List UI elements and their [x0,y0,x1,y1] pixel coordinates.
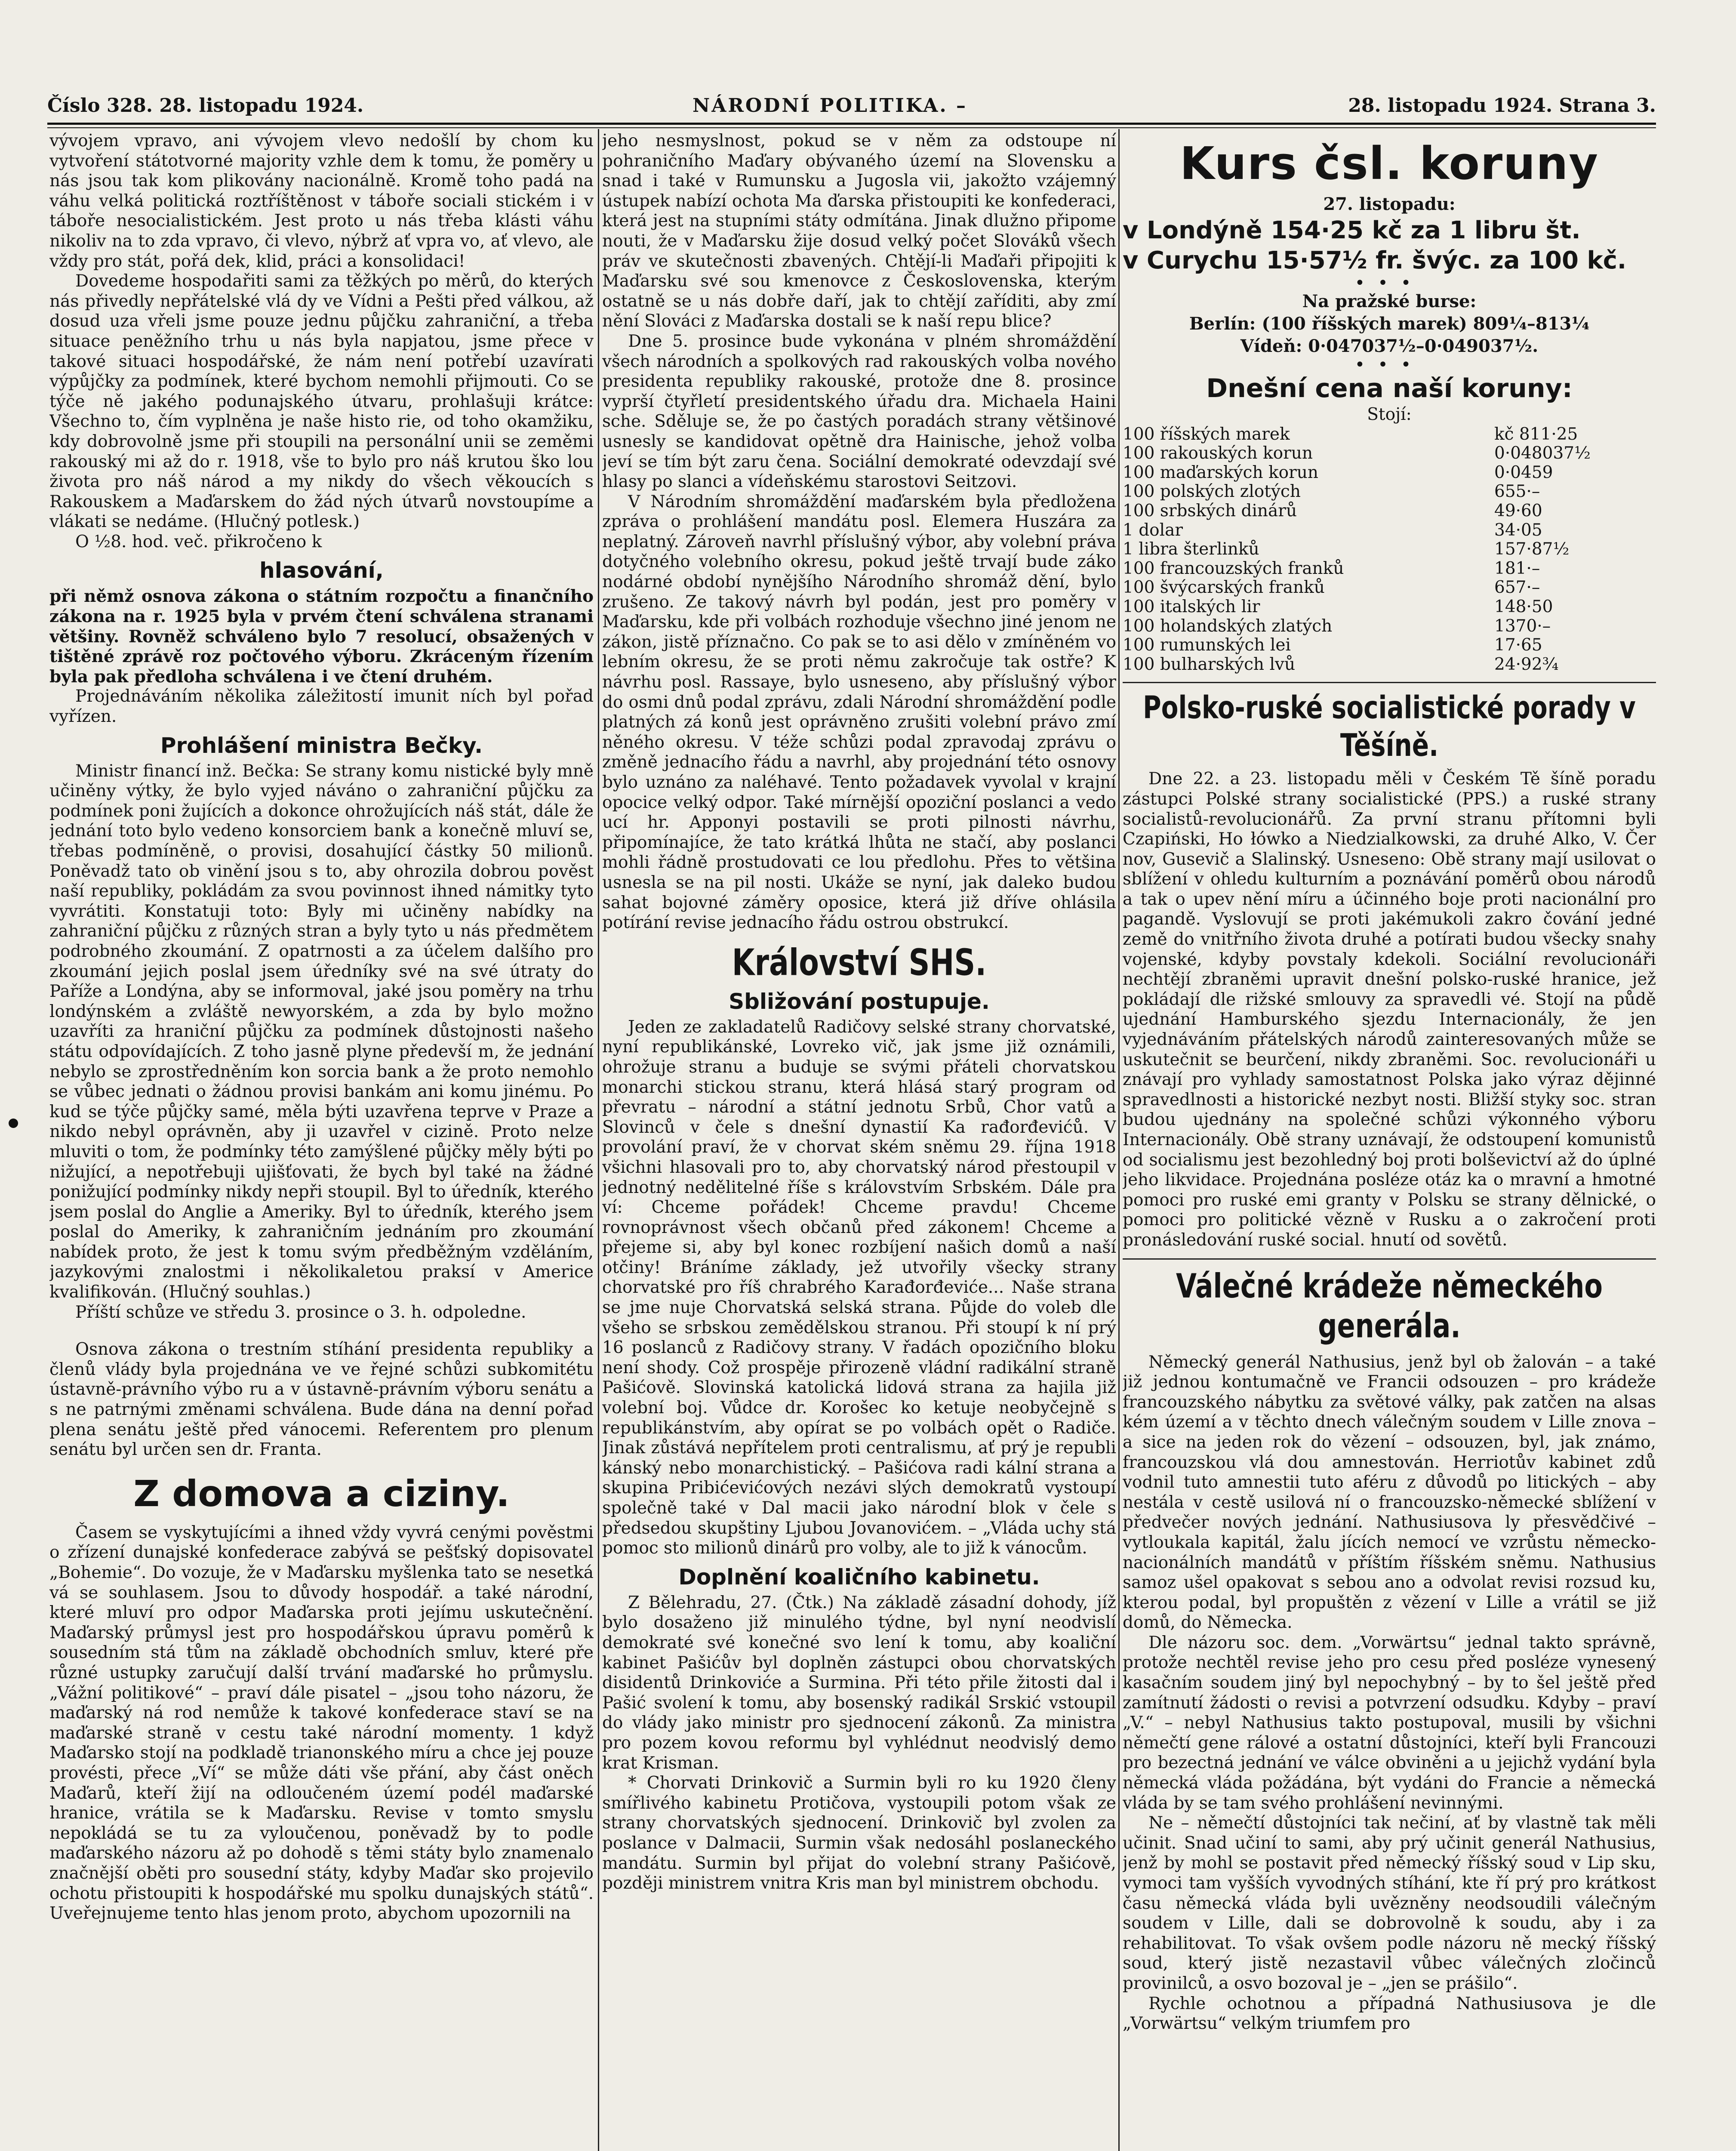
rate-label: 1 dolar [1123,520,1183,540]
column-1 [49,131,594,2151]
rate-label: 100 francouzských franků [1123,558,1344,578]
rate-value: 157·87½ [1494,539,1570,559]
column-2 [602,131,1116,2151]
rate-row [1123,502,1656,521]
section-subheading: Sbližování postupuje. [729,989,990,1014]
rates-table [1123,425,1656,675]
rate-berlin: Berlín: (100 říšských marek) 809¼–813¼ [1189,314,1590,334]
koruna-price-title: Dnešní cena naší koruny: [1206,373,1573,404]
rate-label: 100 švýcarských franků [1123,578,1325,598]
article-paragraph: vývojem vpravo, ani vývojem vlevo nedošlí by chom ku vytvoření státotvorné majority vzhle dem k tomu, že poměry u nás jsou tak kom plikovány nacionálně. Kromě toho padá na váhu velká politická roztříštěnost v táboře sociali stickém i v táboře nesocialistickém. Jest proto u nás třeba klásti váhu nikoliv na to zda vpravo, či vlevo, nýbrž ať vpra vo, ať vlevo, ale vždy pro stát, pořá dek, klid, práci a konsolidaci! [49,131,594,271]
section-title: Válečné krádeže německého generála. [1176,1266,1603,1345]
rate-label: 100 srbských dinárů [1123,501,1297,521]
section-heading: hlasování, [259,558,384,583]
rate-row [1123,540,1656,559]
article-paragraph: Německý generál Nathusius, jenž byl ob žalován – a také již jednou kontumačně ve Francii odsouzen – pro krádeže francouzského nábytku za světové války, pak zatčen na alsas kém území a v těchto dnech válečným soudem v Lille znova – a sice na jeden rok do vězení – odsouzen, byl, jak známo, francouzskou vlá dou amnestován. Herriotův kabinet zdů vodnil tuto amnestii tuto aféru z důvodů po litických – aby nestála v cestě usilová ní o francouzsko-německé sblížení v předvečer nových jednání. Nathusiusova ly přesvědčivé – vytloukala kapitál, žalu jících nemocí ve vzrůstu německo-nacionálních mandátů v příštím říšském sněmu. Nathusius samoz ušel opakovat s sebou ano a odvolat revisi rozsud ku, kterou podal, byl propuštěn z vězení v Lille a vrátil se již domů, do Německa. [1123,1352,1656,1633]
page-header [47,90,1656,125]
rate-row [1123,444,1656,463]
rate-label: 100 bulharských lvů [1123,654,1296,674]
separator-dots: ••• [1354,355,1424,375]
rate-london: v Londýně 154·25 kč za 1 libru št. [1123,216,1581,244]
margin-punch-mark [9,1119,18,1128]
rate-row [1123,521,1656,540]
rate-label: 100 maďarských korun [1123,462,1318,482]
article-paragraph: jeho nesmyslnost, pokud se v něm za odstoupe ní pohraničního Maďary obývaného území na Slovensku a snad i také v Rumunsku a Jugosla vii, jakožto vzájemný ústupek nabízí ochota Ma ďarska přistoupiti ke konfederaci, která jest na stupními státy odmítána. Jinak dlužno připome nouti, že v Maďarsku žije dosud velký počet Slováků všech práv ve skutečnosti zbavených. Chtějí-li Maďaři připojiti k Maďarsku své sou kmenovce z Československa, kterým ostatně se u nás dobře daří, jak to chtějí zaříditi, aby zmí nění Slováci z Maďarska dostali se k naší repu blice? [602,131,1116,331]
rate-label: 100 říšských marek [1123,424,1290,444]
koruna-price-subtitle: Stojí: [1367,405,1412,424]
header-rule [47,123,1656,125]
rate-row [1123,578,1656,598]
article-paragraph: Ministr financí inž. Bečka: Se strany komu nistické byly mně učiněny výtky, že bylo vyjed náváno o zahraniční půjčku za podmínek poni žujících a dokonce ohrožujících náš stát, dále že jednání toto bylo vedeno konsorciem bank a konečně mluví se, třebas podmíněně, o provisi, dosahující částky 50 milionů. Poněvadž tato ob vinění jsou s to, aby ohrozila dobrou pověst naší republiky, pokládám za svou povinnost ihned námitky tyto vyvrátiti. Konstatuji toto: Byly mi učiněny nabídky na zahraniční půjčku z různých stran a byly tyto u nás předmětem podrobného zkoumání. Z opatrnosti a za účelem dalšího pro zkoumání jejich poslal jsem úředníky své na své útraty do Paříže a Londýna, aby se informoval, jaké jsou poměry na trhu londýnském a zvláště newyorském, a zda by bylo možno uzavříti za hraniční půjčku za podmínek důstojnosti našeho státu odpovídajících. Z toho jasně plyne předevší m, že jednání nebylo se zprostředněním kon sorcia bank a že proto nemohlo se vůbec jednati o žádnou provisi bankám ani komu jinému. Po kud se týče půjčky samé, měla býti uzavřena teprve v Praze a nikdo nebyl oprávněn, aby ji uzavřel v cizině. Proto nelze mluviti o tom, že podmínky této zamýšlené půjčky měly býti po nižující, a nepotřebuji ujišťovati, že bych byl také na žádné ponižující podmínky nikdy nepři stoupil. Byl to úředník, kterého jsem poslal do Anglie a Ameriky. Byl to úředník, kterého jsem poslal do Ameriky, k zahraničním jednáním pro zkoumání nabídek proto, že jest k tomu svým předběžným vzděláním, jazykovými znalostmi i několikaletou praksí v Americe kvalifikován. (Hlučný souhlas.) [49,761,594,1302]
rate-value: 49·60 [1494,501,1542,521]
article-paragraph: Osnova zákona o trestním stíhání presidenta republiky a členů vlády byla projednána ve ve řejné schůzi subkomitétu ústavně-právního výbo ru a v ústavně-právním výboru senátu a s ne patrnými změnami schválena. Bude dána na denní pořad plena senátu ještě před vánocemi. Referentem pro plenum senátu byl určen sen dr. Franta. [49,1340,594,1460]
article-paragraph: Jeden ze zakladatelů Radičovy selské strany chorvatské, nyní republikánské, Lovreko vič, jak jsme již oznámili, ohrožuje stranu a buduje se svými přáteli chorvatskou monarchi stickou stranu, která hlásá starý program od převratu – národní a státní jednotu Srbů, Chor vatů a Slovinců v čele s dnešní dynastií Ka rađorđevićů. V provolání praví, že v chorvat ském sněmu 29. října 1918 všichni hlasovali pro to, aby chorvatský národ přestoupil v jednotný nedělitelné říše s královstvím Srbském. Dále pra ví: Chceme pořádek! Chceme pravdu! Chceme rovnoprávnost všech občanů před zákonem! Chceme a přejeme si, aby byl konec rozbíjení našich domů a naší otčiny! Bráníme základy, jež utvořily všecky strany chorvatské pro říš chrabrého Karađorđeviće... Naše strana se jme nuje Chorvatská selská strana. Půjde do voleb dle všeho se srbskou zemědělskou stranou. Při stoupí k ní prý 16 poslanců z Radičovy strany. V řadách opozičního bloku není shody. Což prospěje přirozeně vládní radikální straně Pašićově. Slovinská katolická lidová strana za hajila již volební boj. Vůdce dr. Korošec ko ketuje neobyčejně s republikánstvím, aby opírat se po volbách opět o Radiče. Jinak zůstává nepřítelem proti centralismu, ať prý je republi kánský nebo monarchistický. – Pašićova radi kální strana a skupina Pribićevićových nezávi slých demokratů vystoupí společně také v Dal macii jako národní blok v čele s předsedou skupštiny Ljubou Jovanovićem. – „Vláda uchy stá pomoc sto milionů dinárů pro volby, ale to již k vánocům. [602,1017,1116,1558]
header-issue: Číslo 328. 28. listopadu 1924. [47,95,364,117]
rate-value: 24·92¾ [1494,654,1559,674]
article-paragraph: Příští schůze ve středu 3. prosince o 3. h. odpoledne. [75,1302,526,1322]
rate-value: 148·50 [1494,597,1553,616]
rate-value: 657·– [1494,578,1540,598]
section-title: Polsko-ruské socialistické porady v Těšíně. [1143,689,1636,764]
rate-row [1123,482,1656,502]
rate-row [1123,463,1656,483]
article-paragraph: Projednáváním několika záležitostí imunit ních byl pořad vyřízen. [49,687,594,727]
rate-label: 100 italských lir [1123,597,1260,616]
rate-row [1123,636,1656,655]
section-title: Z domova a ciziny. [133,1472,510,1515]
section-heading: Doplnění koaličního kabinetu. [678,1564,1040,1590]
article-paragraph: Rychle ochotnou a případná Nathusiusova je dle „Vorwärtsu“ velkým triumfem pro [1123,1994,1656,2034]
article-paragraph: Ne – němečtí důstojníci tak nečiní, ať by vlastně tak měli učinit. Snad učiní to sami, aby prý učinit generál Nathusius, jenž by mohl se postavit před německý říšský soud v Lip sku, vymoci tam vyšších vyvodných stíhání, kte ří prý pro krátkost času německá vláda byli uvězněny neodsoudili válečným soudem v Lille, dali se dobrovolně k soudu, aby i za rehabilitovat. To však ovšem podle názoru ně mecký říšský soud, který jistě nezastavil vůbec válečných zločinců provinilců, a osvo bozoval je – „jen se prášilo“. [1123,1813,1656,1993]
section-rule [1123,1258,1656,1260]
header-rule-thin [47,127,1656,128]
rate-label: 1 libra šterlinků [1123,539,1259,559]
rate-value: 34·05 [1494,520,1542,540]
rate-row [1123,617,1656,636]
article-paragraph: O ½8. hod. več. přikročeno k [75,532,322,552]
rate-value: 0·0459 [1494,462,1553,482]
column-3 [1123,131,1656,2151]
rate-label: 100 rumunských lei [1123,635,1291,655]
rate-zurich: v Curychu 15·57½ fr. švýc. za 100 kč. [1123,247,1627,274]
rate-row [1123,559,1656,579]
article-paragraph: Dne 5. prosince bude vykonána v plném shromáždění všech národních a spolkových rad rakouských volba nového presidenta republiky rakouské, protože dne 8. prosince vyprší čtyřletí presidentského úřadu dra. Michaela Haini sche. Sděluje se, že po častých poradách strany většinové usnesly se kandidovat opětně dra Hainische, jehož volba jeví se tím být zaru čena. Sociální demokraté odevzdají své hlasy po slanci a vídeňskému starostovi Seitzovi. [602,331,1116,492]
rate-label: 100 polských zlotých [1123,482,1301,502]
rate-label: 100 rakouských korun [1123,444,1313,463]
rate-row [1123,425,1656,444]
rate-value: kč 811·25 [1494,424,1578,444]
rate-label: 100 holandských zlatých [1123,616,1333,636]
rate-value: 655·– [1494,482,1540,502]
rate-value: 17·65 [1494,635,1542,655]
section-title: Království SHS. [732,941,987,984]
separator-dots: ••• [1354,273,1424,293]
rate-value: 1370·– [1494,616,1551,636]
rate-value: 181·– [1494,558,1540,578]
masthead-title: NÁRODNÍ POLITIKA. – [693,95,968,117]
section-rule [1123,682,1656,683]
article-paragraph: Dne 22. a 23. listopadu měli v Českém Tě šíně poradu zástupci Polské strany socialistické (PPS.) a ruské strany socialistů-revolucionářů. Za první stranu přítomni byli Czapiński, Ho łówko a Niedzialkowski, za druhé Alko, V. Čer nov, Gusevič a Slalinský. Usneseno: Obě strany mají usilovat o sblížení v ohledu kulturním a poznávání poměrů obou národů a tak o upev nění míru a účinného boje proti nacionální pro pagandě. Vyslovují se proti jakémukoli zakro čování jedné země do vnitřního života druhé a potírati budou všecky snahy vojenské, kdyby povstaly kdekoli. Sociální revolucionáři nechtějí zbraněmi upravit dnešní polsko-ruské hranice, jež pokládají dle rižské smlouvy za spravedli vé. Stojí na půdě ujednání Hamburského sjezdu Internacionály, že jen vyjednáváním přátelských národů zainteresovaných může se uskutečnit se beurčení, nikdy zbraněmi. Soc. revolucionáři u znávají pro vyhlady samostatnost Polska jako výraz dějinné spravedlnosti a historické nezbyt nosti. Bližší styky soc. stran budou ujednány na společné schůzi výkonného výboru Internacionály. Obě strany uznávají, že odstoupení komunistů od socialismu jest bezohledný boj proti bolševictví až do úplné jeho likvidace. Projednána posléze otáz ka o mravní a hmotné pomoci pro ruské emi granty v Polsku se strany dělnické, o pomoci pro politické vězně v Rusku a o zakročení proti pronásledování ruské social. hnutí od sovětů. [1123,769,1656,1250]
article-paragraph: * Chorvati Drinkovič a Surmin byli ro ku 1920 členy smířlivého kabinetu Protičova, vystoupili potom však ze strany chorvatských sjednocení. Drinkovič byl zvolen za poslance v Dalmacii, Surmin však nedosáhl poslaneckého mandátu. Surmin byl přijat do volební strany Pašićově, později ministrem vnitra Kris man byl ministrem obchodu. [602,1773,1116,1893]
article-paragraph: Dovedeme hospodařiti sami za těžkých po měrů, do kterých nás přivedly nepřátelské vlá dy ve Vídni a Pešti před válkou, až dosud uza vřeli jsme pouze jednu půjčku zahraniční, a třeba situace peněžního trhu u nás byla napjatou, jsme přece v takové situaci hospodářské, že nám není potřebí uzavírati výpůjčky za podmínek, které bychom nemohli přijmouti. Co se týče ně jakého podunajského útvaru, prohlašuji krátce: Všechno to, čím vyplněna je naše histo rie, od toho okamžiku, kdy dobrovolně jsme při stoupili na personální unii se zeměmi rakouský mi až do r. 1918, vše to bylo pro náš krutou ško lou života pro náš národ a my nikdy do všech věkoucích s Rakouskem a Maďarskem do žád ných útvarů novstoupíme a vlákati se nedáme. (Hlučný potlesk.) [49,271,594,532]
article-paragraph: Časem se vyskytujícími a ihned vždy vyvrá cenými pověstmi o zřízení dunajské konfederace zabývá se pešťský dopisovatel „Bohemie“. Do vozuje, že v Maďarsku myšlenka tato se nesetká vá se souhlasem. Jsou to důvody hospodář. a také národní, které mluví pro odpor Maďarska proti jejímu uskutečnění. Maďarský průmysl jest pro hospodářskou úpravu poměrů k sousedním stá tům na základě obchodních smluv, které pře různé ustupky zaručují další trvání maďarské ho průmyslu. „Vážní politikové“ – praví dále pisatel – „jsou toho názoru, že maďarský ná rod nemůže k takové konfederace staví se na maďarské straně v cestu také národní momenty. 1 když Maďarsko stojí na podkladě trianonského míru a chce jej pouze provésti, přece „Ví“ se může dáti vše přání, aby část oněch Maďarů, kteří žijí na odloučeném území podél maďarské hranice, vrátila se k Maďarsku. Revise v tomto smyslu nepokládá se tu za vyloučenou, poněvadž by to podle maďarského názoru až po dohodě s těmi státy bylo znamenalo značnější oběti pro sousední státy, kdyby Maďar sko projevilo ochotu přistoupiti k hospodářské mu spolku dunajských států“. Uveřejnujeme tento hlas jenom proto, abychom upozornili na [49,1522,594,1923]
column-divider [1118,129,1120,2151]
stock-exchange-title: Na pražské burse: [1302,291,1477,311]
rate-value: 0·048037½ [1494,444,1591,463]
header-date-page: 28. listopadu 1924. Strana 3. [1348,95,1656,117]
rate-row [1123,598,1656,617]
article-paragraph: Dle názoru soc. dem. „Vorwärtsu“ jednal takto správně, protože nechtěl revise jeho pro cesu před posléze vynesený kasačním soudem jiný byl nepochybný – by to šel ještě před zamítnutí žádosti o revisi a potvrzení odsudku. Kdyby – praví „V.“ – nebyl Nathusius takto postupoval, musili by všichni němečtí gene rálové a ostatní důstojníci, kteří byli Francouzi pro bezectná jednání ve válce obviněni a u jejichž vydání byla německá vláda požádána, být vydáni do Francie a německá vláda by se tam svého prohlášení nevinnými. [1123,1633,1656,1813]
section-heading: Prohlášení ministra Bečky. [160,733,483,758]
exchange-rate-title: Kurs čsl. koruny [1179,137,1599,190]
exchange-rate-date: 27. listopadu: [1323,194,1456,214]
column-divider [598,129,599,2151]
rate-row [1123,655,1656,675]
article-paragraph: V Národním shromáždění maďarském byla předložena zpráva o prohlášení mandátu posl. Elemera Huszára za neplatný. Zároveň navrhl příslušný výbor, aby volební práva dotyčného volebního okresu, pokud ještě trvají bude záko nodárné období nynějšího Národního shromáž dění, bylo zrušeno. Ze takový návrh byl podán, jest pro poměry v Maďarsku, kde při volbách rozhoduje všechno jiné jenom ne zákon, jistě příznačno. Co pak se to asi dělo v zmíněném vo lebním okresu, že se proti němu zakročuje tak ostře? K návrhu posl. Rassaye, bylo usneseno, aby příslušný výbor do osmi dnů podal zprávu, zdali Národní shromáždění podle platných zá konů jest oprávněno zrušiti volební právo zmí něného okresu. V téže schůzi podal zpravodaj zprávu o změně jednacího řádu a navrhl, aby projednání této osnovy bylo uznáno za naléhavé. Tento požadavek vyvolal v krajní opocice velký odpor. Také mírnější opoziční poslanci a vedo ucí hr. Apponyi postavili se proti pilnosti návrhu, připomínajíce, že tato krátká lhůta ne stačí, aby poslanci mohli řádně prostudovati ce lou předlohu. Přes to většina usnesla se na pil nosti. Ukáže se nyní, jak daleko budou sahat bojovné záměry oposice, která již dříve ohlásila potírání revise jednacího řádu ostrou obstrukcí. [602,492,1116,933]
article-paragraph: Z Bělehradu, 27. (Čtk.) Na základě zásadní dohody, jíž bylo dosaženo již minulého týdne, byl nyní neodvislí demokraté své konečné svo lení k tomu, aby koaliční kabinet Pašićův byl doplněn zástupci obou chorvatských disidentů Drinkoviće a Surmina. Při této přile žitosti dal i Pašić svolení k tomu, aby bosenský radikál Srskić vstoupil do vlády jako ministr pro sjednocení zákonů. Za ministra pro pozem kovou reformu byl vyhlédnut neodvislý demo krat Krisman. [602,1593,1116,1773]
article-paragraph: při němž osnova zákona o státním rozpočtu a finančního zákona na r. 1925 byla v prvém čtení schválena stranami většiny. Rovněž schváleno bylo 7 resolucí, obsažených v tištěné zprávě roz počtového výboru. Zkráceným řízením byla pak předloha schválena i ve čtení druhém. [49,586,594,687]
rate-vienna: Vídeň: 0·047037½–0·049037½. [1240,336,1539,356]
